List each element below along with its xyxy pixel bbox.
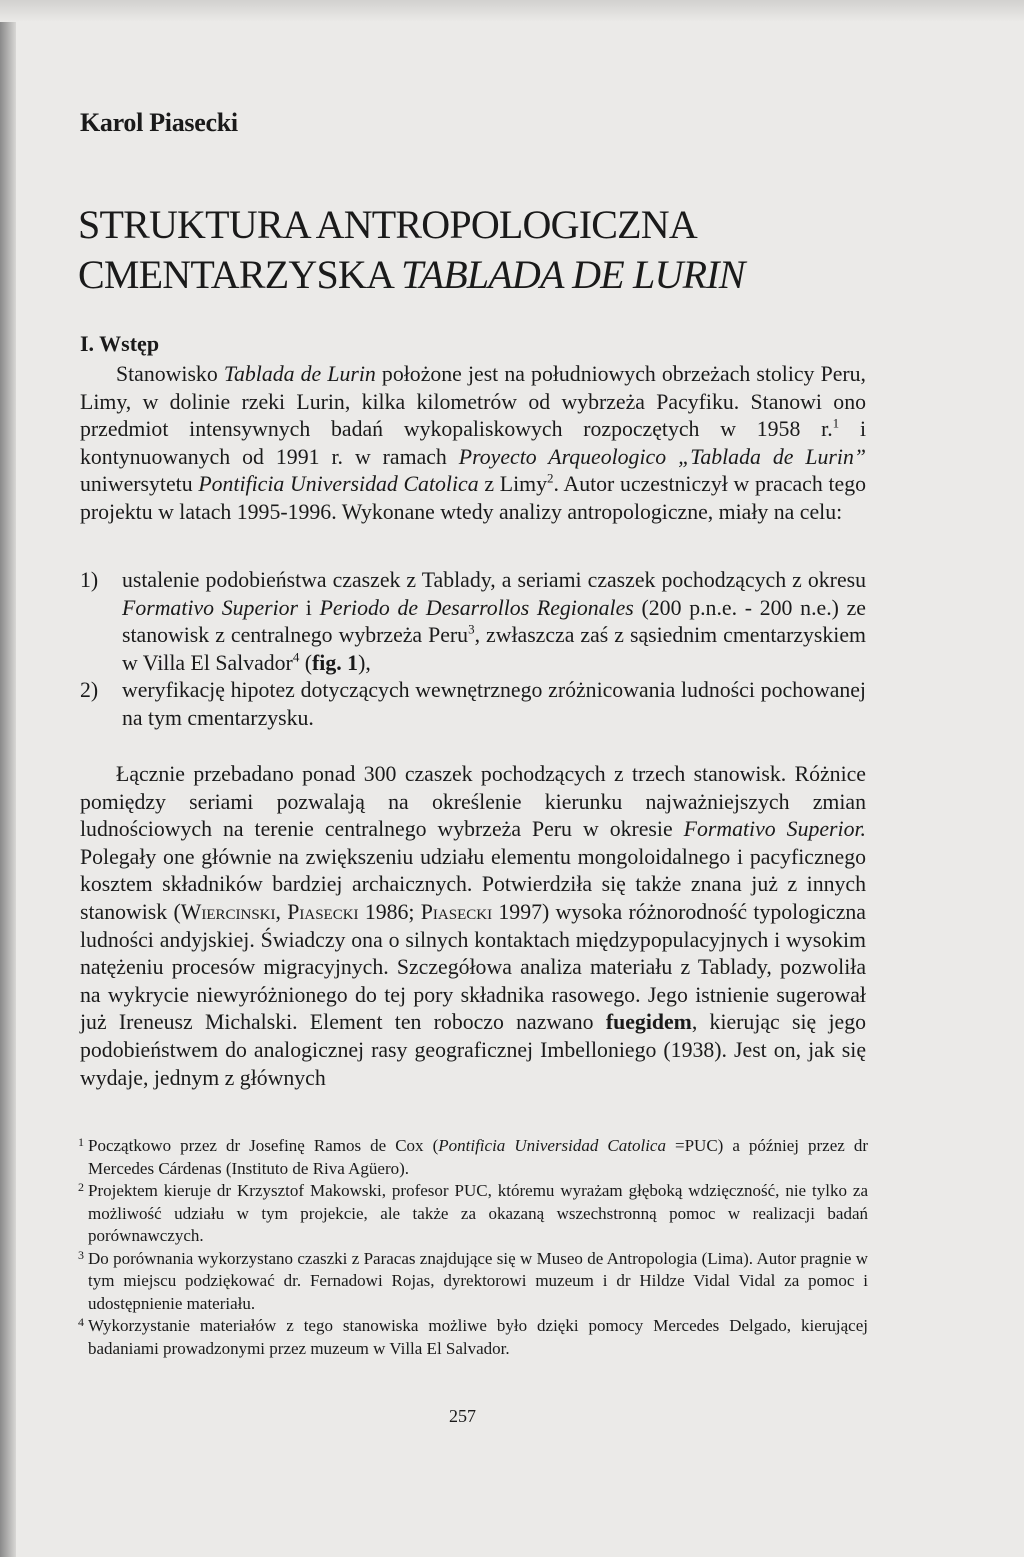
- p1-site-name: Tablada de Lurin: [223, 362, 376, 386]
- p2-text-g: 1997) wysoka różnorodność typologiczna ludności andyjskiej. Świadczy ona o silnych kontaktach międzypopulacyjnych i wysokim natężeniu procesów migracyjnych. Szczegółowa analiza materiału z Tablady, pozwoliła na wykrycie niewyróżnionego do tej pory składnika rasowego. Jego istnienie sugerował już Ireneusz Michalski. Element ten roboczo nazwano: [80, 899, 866, 1035]
- footnote-mark: 3: [78, 1247, 84, 1262]
- footnote-text: Do porównania wykorzystano czaszki z Paracas znajdujące się w Museo de Antropologia (Lima). Autor pragnie w tym miejscu podziękować dr. Fernadowi Rojas, dyrektorowi muzeum i dr Hildze Vidal Vidal za pomoc i udostępnienie materiału.: [88, 1248, 868, 1313]
- footnote: [78, 1180, 868, 1248]
- paragraph-1: [80, 361, 866, 527]
- li1-text-a: ustalenie podobieństwa czaszek z Tablady, a seriami czaszek pochodzących z okresu: [122, 568, 866, 592]
- p1-text-b: położone jest na południowych obrzeżach stolicy Peru, Limy, w dolinie rzeki Lurin, kilka kilometrów od wybrzeża Pacyfiku. Stanowi ono przedmiot intensywnych badań wykopaliskowych rozpoczętych w 1958 r.: [80, 362, 866, 442]
- p2-text-a: Łącznie przebadano ponad 300 czaszek pochodzących z trzech stanowisk. Różnice pomiędzy seriami pozwalają na określenie kierunku najważniejszych zmian ludnościowych na terenie centralnego wybrzeża Peru w okresie: [80, 762, 866, 842]
- list-item-text: weryfikację hipotez dotyczących wewnętrznego zróżnicowania ludności pochowanej na tym cmentarzysku.: [122, 678, 866, 730]
- p2-text-i: , kierując się jego podobieństwem do analogicznej rasy geograficznej Imbelloniego (1938). Jest on, jak się wydaje, jednym z głównych: [80, 1010, 867, 1090]
- p1-text-g: z Limy: [478, 472, 547, 497]
- list-item-number: 1): [80, 568, 99, 592]
- section-heading: I. Wstęp: [80, 331, 160, 356]
- p1-text-c: i kontynuowanych od 1991 r. w ramach: [80, 417, 867, 469]
- list-item: [80, 567, 866, 677]
- footnote: [78, 1135, 868, 1180]
- li1-text-e: (200 p.n.e. - 200 n.e.) ze stanowisk z centralnego wybrzeża Peru: [122, 595, 866, 648]
- p2-citation-author: Piasecki: [420, 899, 493, 924]
- p2-period: Formativo Superior.: [683, 817, 866, 842]
- p1-lead: Stanowisko: [116, 362, 224, 386]
- li1-text-g: (: [299, 650, 313, 675]
- p1-project-name: Proyecto Arqueologico „Tablada de Lurin”: [458, 444, 866, 469]
- footnote-ref-3: 3: [468, 621, 475, 637]
- page-number: 257: [449, 1406, 476, 1426]
- p1-text-h: . Autor uczestniczył w pracach tego projektu w latach 1995-1996. Wykonane wtedy analizy antropologiczne, miały na celu:: [80, 472, 866, 524]
- li1-period-2: Periodo de Desarrollos Regionales: [319, 595, 634, 620]
- p2-text-c: Polegały one głównie na zwiększeniu udziału elementu mongoloidalnego i pacyficznego kosztem składników bardziej archaicznych. Potwierdziła się także znana już z innych stanowisk (: [80, 844, 866, 924]
- list-item: [80, 677, 866, 732]
- footnote-mark: 1: [78, 1135, 84, 1149]
- footnote-text: Projektem kieruje dr Krzysztof Makowski, profesor PUC, któremu wyrażam głęboką wdzięczność, nie tylko za możliwość udziału w tym projekcie, ale także za okazaną wszechstronną pomoc w realizacji badań porównawczych.: [88, 1181, 868, 1245]
- top-edge-shade: [0, 0, 1024, 22]
- footnote-text: [88, 1135, 868, 1180]
- footnotes: [78, 1135, 868, 1360]
- title-line-1: STRUKTURA ANTROPOLOGICZNA: [78, 202, 697, 247]
- p1-text-e: uniwersytetu: [80, 472, 199, 497]
- footnote-ref-1: 1: [832, 415, 840, 431]
- footnote-mark: 4: [78, 1315, 84, 1329]
- footnote-text: Wykorzystanie materiałów z tego stanowiska możliwe było dzięki pomocy Mercedes Delgado, kierującej badaniami prowadzonymi przez muzeum w Villa El Salvador.: [88, 1316, 868, 1358]
- fn1-text-a: Początkowo przez dr Josefinę Ramos de Cox (: [88, 1136, 439, 1155]
- list-item-number: 2): [80, 678, 99, 703]
- aims-list: [80, 567, 866, 733]
- li1-text-c: i: [298, 595, 320, 620]
- paragraph-2: [80, 761, 866, 1092]
- fn1-text-c: =PUC) a później przez dr Mercedes Cárdenas (Instituto de Riva Agüero).: [88, 1136, 868, 1178]
- p2-text-e: 1986;: [358, 899, 421, 924]
- figure-ref: fig. 1: [312, 650, 359, 675]
- title-line-2: [78, 250, 745, 300]
- li1-text-i: ),: [358, 650, 371, 675]
- p2-citation-authors: Wiercinski, Piasecki: [180, 899, 359, 924]
- p2-term: fuegidem: [605, 1010, 692, 1035]
- article-title: [78, 200, 745, 300]
- page-edge-shadow: [0, 0, 16, 1557]
- footnote-ref-2: 2: [546, 471, 554, 487]
- footnote-ref-4: 4: [292, 649, 300, 665]
- footnote-mark: 2: [78, 1180, 84, 1194]
- author-name: Karol Piasecki: [80, 108, 238, 137]
- footnote: [78, 1248, 868, 1316]
- list-item-text: [122, 567, 866, 677]
- p1-university-name: Pontificia Universidad Catolica: [198, 472, 479, 497]
- title-line-2-normal: CMENTARZYSKA: [78, 252, 402, 297]
- fn1-university: Pontificia Universidad Catolica: [438, 1136, 666, 1155]
- li1-text-f: , zwłaszcza zaś z sąsiednim cmentarzyskiem w Villa El Salvador: [122, 623, 866, 675]
- title-line-2-italic: TABLADA DE LURIN: [401, 252, 745, 297]
- footnote: [78, 1315, 868, 1360]
- li1-period-1: Formativo Superior: [122, 595, 299, 620]
